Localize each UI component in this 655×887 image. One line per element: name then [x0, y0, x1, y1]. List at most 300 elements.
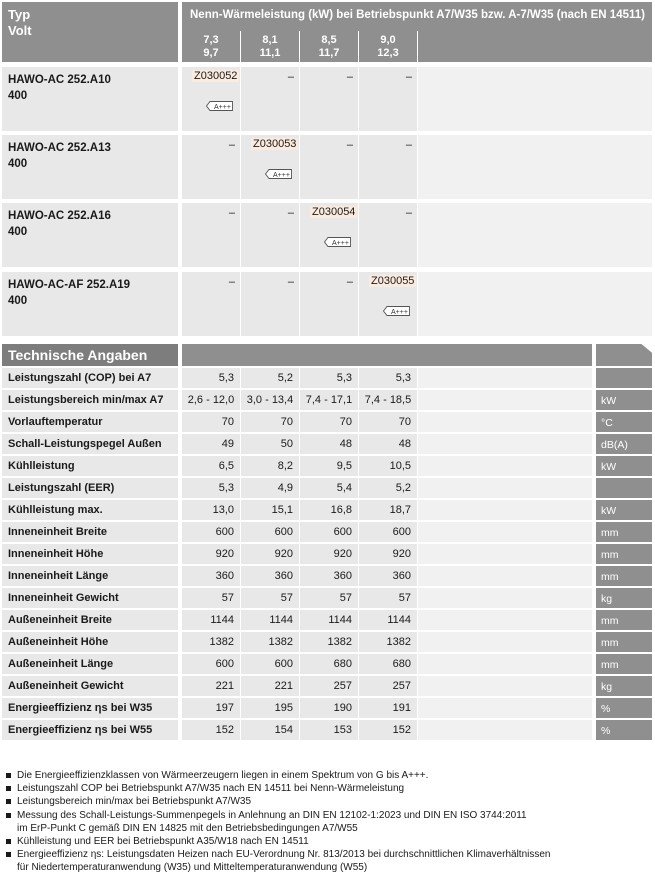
spec-label: Außeneinheit Gewicht [8, 680, 124, 692]
spec-unit-cell [596, 720, 652, 740]
spec-value: 920 [215, 548, 234, 560]
spec-value-cell [300, 522, 358, 542]
model-cell [241, 135, 299, 199]
power-a7: 7,3 [203, 34, 219, 46]
spec-value-cell [182, 632, 240, 652]
spec-unit: kg [601, 593, 613, 605]
model-row-fill [418, 135, 652, 199]
spec-row-fill [418, 412, 592, 432]
model-name: HAWO-AC 252.A10 [8, 74, 111, 86]
power-a7: 9,0 [380, 34, 396, 46]
footnote-continuation: für Niedertemperaturanwendung (W35) und Mitteltemperaturanwendung (W55) [17, 862, 368, 874]
spec-value: 5,3 [218, 372, 234, 384]
spec-value: 257 [333, 680, 352, 692]
spec-row-fill [418, 434, 592, 454]
dash-placeholder: – [287, 276, 294, 288]
spec-unit-cell [596, 478, 652, 498]
spec-label: Inneneinheit Gewicht [8, 592, 119, 604]
model-row-fill [418, 272, 652, 336]
spec-value-cell [241, 720, 299, 740]
spec-unit-cell [596, 654, 652, 674]
spec-value: 70 [221, 416, 234, 428]
dash-placeholder: – [405, 139, 412, 151]
spec-unit-cell [596, 676, 652, 696]
spec-value: 50 [280, 438, 293, 450]
spec-label-cell [2, 720, 178, 740]
spec-label: Energieeffizienz ηs bei W35 [8, 702, 153, 714]
dash-placeholder: – [346, 139, 353, 151]
spec-unit: mm [601, 637, 619, 649]
power-am7: 9,7 [203, 47, 219, 59]
tech-header-fill [182, 344, 592, 366]
spec-value-cell [241, 522, 299, 542]
spec-value-cell [182, 412, 240, 432]
model-cell [182, 272, 240, 336]
spec-row-fill [418, 368, 592, 388]
spec-value: 57 [280, 592, 293, 604]
spec-value: 600 [274, 658, 293, 670]
spec-value-cell [359, 544, 417, 564]
energy-label-badge [324, 234, 351, 247]
spec-unit-cell [596, 588, 652, 608]
spec-value: 1382 [327, 636, 352, 648]
spec-value: 3,0 - 13,4 [246, 394, 294, 406]
spec-value: 680 [392, 658, 411, 670]
spec-value-cell [241, 610, 299, 630]
spec-row-fill [418, 544, 592, 564]
spec-value: 360 [333, 570, 352, 582]
dash-placeholder: – [346, 71, 353, 83]
spec-label-cell [2, 500, 178, 520]
model-name: HAWO-AC-AF 252.A19 [8, 279, 131, 291]
spec-label-cell [2, 522, 178, 542]
spec-value: 197 [215, 702, 234, 714]
spec-unit-cell [596, 500, 652, 520]
spec-value-cell [359, 676, 417, 696]
model-cell [241, 272, 299, 336]
spec-row-fill [418, 390, 592, 410]
spec-row-fill [418, 610, 592, 630]
spec-value: 1382 [209, 636, 234, 648]
spec-unit: mm [601, 549, 619, 561]
spec-unit-cell [596, 456, 652, 476]
spec-row-fill [418, 500, 592, 520]
power-am7: 11,1 [259, 47, 281, 59]
spec-label: Energieeffizienz ηs bei W55 [8, 724, 153, 736]
spec-value: 190 [333, 702, 352, 714]
spec-label: Außeneinheit Höhe [8, 636, 109, 648]
spec-value-cell [300, 500, 358, 520]
spec-value-cell [241, 544, 299, 564]
spec-value: 1382 [386, 636, 411, 648]
spec-row-fill [418, 522, 592, 542]
spec-value-cell [182, 522, 240, 542]
spec-value: 920 [333, 548, 352, 560]
power-am7: 12,3 [377, 47, 399, 59]
dash-placeholder: – [287, 71, 294, 83]
spec-unit: % [601, 703, 611, 715]
spec-value: 4,9 [277, 482, 293, 494]
article-number: Z030055 [371, 275, 415, 287]
spec-label-cell [2, 676, 178, 696]
footnote: Messung des Schall-Leistungs-Summenpegels in Anlehnung an DIN EN 12102-1:2023 und DIN EN ISO 3744:2011 [6, 809, 651, 822]
spec-value: 57 [398, 592, 411, 604]
article-number: Z030052 [194, 70, 238, 82]
spec-row-fill [418, 478, 592, 498]
spec-unit: dB(A) [601, 439, 628, 451]
spec-value-cell [241, 566, 299, 586]
model-cell [300, 135, 358, 199]
spec-unit-cell [596, 390, 652, 410]
spec-label-cell [2, 544, 178, 564]
spec-value-cell [359, 390, 417, 410]
footnote: Leistungsbereich min/max bei Betriebspunkt A7/W35 [6, 795, 651, 808]
model-name-cell [2, 272, 178, 336]
spec-value-cell [359, 610, 417, 630]
spec-value: 48 [398, 438, 411, 450]
spec-value: 57 [339, 592, 352, 604]
power-a7: 8,1 [262, 34, 278, 46]
header-nenn-title: Nenn-Wärmeleistung (kW) bei Betriebspunkt A7/W35 bzw. A-7/W35 (nach EN 14511) [190, 9, 645, 21]
spec-value: 5,3 [218, 482, 234, 494]
model-cell [241, 203, 299, 267]
spec-unit-cell [596, 434, 652, 454]
spec-value: 221 [274, 680, 293, 692]
model-volt: 400 [8, 226, 28, 238]
power-column-4 [359, 31, 417, 62]
model-cell [300, 203, 358, 267]
spec-value: 1144 [387, 614, 411, 626]
tech-title: Technische Angaben [8, 347, 148, 363]
power-column-1 [182, 31, 240, 62]
spec-value-cell [241, 434, 299, 454]
spec-value: 600 [392, 526, 411, 538]
spec-value: 5,2 [277, 372, 293, 384]
model-name: HAWO-AC 252.A13 [8, 142, 111, 154]
spec-value: 7,4 - 17,1 [305, 394, 353, 406]
spec-value: 15,1 [271, 504, 293, 516]
spec-value-cell [241, 412, 299, 432]
model-row-fill [418, 67, 652, 131]
spec-value-cell [300, 698, 358, 718]
spec-unit: kg [601, 681, 613, 693]
spec-value-cell [300, 456, 358, 476]
spec-value-cell [241, 390, 299, 410]
spec-label: Außeneinheit Länge [8, 658, 114, 670]
spec-unit: mm [601, 571, 619, 583]
spec-unit: % [601, 725, 611, 737]
spec-value-cell [182, 698, 240, 718]
spec-value: 191 [392, 702, 411, 714]
spec-label-cell [2, 698, 178, 718]
spec-value-cell [300, 544, 358, 564]
spec-label: Inneneinheit Länge [8, 570, 109, 582]
energy-label-text: A+++ [332, 240, 349, 247]
spec-value: 49 [221, 438, 234, 450]
spec-value-cell [241, 654, 299, 674]
spec-value: 1144 [210, 614, 234, 626]
spec-value-cell [300, 478, 358, 498]
model-cell [359, 272, 417, 336]
spec-value: 5,2 [395, 482, 411, 494]
spec-value-cell [359, 456, 417, 476]
spec-row-fill [418, 698, 592, 718]
spec-value-cell [182, 368, 240, 388]
energy-label-text: A+++ [391, 309, 408, 316]
spec-value-cell [241, 588, 299, 608]
spec-unit-cell [596, 544, 652, 564]
spec-value-cell [182, 390, 240, 410]
spec-value: 48 [339, 438, 352, 450]
spec-label: Leistungsbereich min/max A7 [8, 394, 164, 406]
spec-value: 2,6 - 12,0 [187, 394, 235, 406]
model-volt: 400 [8, 90, 28, 102]
spec-value: 13,0 [212, 504, 234, 516]
spec-unit-cell [596, 698, 652, 718]
model-cell [241, 67, 299, 131]
spec-value-cell [300, 434, 358, 454]
footnote: Energieeffizienz ηs: Leistungsdaten Heizen nach EU-Verordnung Nr. 813/2013 bei durchschnittlichen Klimaverhältnissen [6, 848, 651, 861]
spec-value: 9,5 [336, 460, 352, 472]
spec-value-cell [359, 500, 417, 520]
article-number: Z030054 [312, 206, 356, 218]
spec-value-cell [359, 478, 417, 498]
spec-value: 152 [215, 724, 234, 736]
spec-value: 152 [392, 724, 411, 736]
spec-label-cell [2, 588, 178, 608]
spec-label: Schall-Leistungspegel Außen [8, 438, 162, 450]
spec-value: 70 [339, 416, 352, 428]
header-fill [418, 31, 652, 62]
spec-label: Leistungszahl (COP) bei A7 [8, 372, 152, 384]
power-column-2 [241, 31, 299, 62]
spec-value: 16,8 [330, 504, 352, 516]
spec-value-cell [359, 434, 417, 454]
spec-value-cell [300, 610, 358, 630]
spec-value-cell [359, 698, 417, 718]
header-typ: Typ [8, 7, 31, 22]
spec-value-cell [182, 566, 240, 586]
spec-value: 257 [392, 680, 411, 692]
energy-label-badge [265, 166, 292, 179]
energy-label-text: A+++ [273, 172, 290, 179]
spec-value-cell [182, 610, 240, 630]
spec-value: 153 [333, 724, 352, 736]
spec-value: 600 [274, 526, 293, 538]
model-cell [182, 67, 240, 131]
spec-unit: mm [601, 659, 619, 671]
spec-value: 600 [333, 526, 352, 538]
spec-value: 70 [280, 416, 293, 428]
spec-row-fill [418, 588, 592, 608]
spec-value: 5,3 [395, 372, 411, 384]
spec-label-cell [2, 654, 178, 674]
model-name-cell [2, 135, 178, 199]
footnotes [6, 769, 651, 875]
spec-label-cell [2, 390, 178, 410]
spec-value-cell [182, 478, 240, 498]
spec-value: 6,5 [218, 460, 234, 472]
dash-placeholder: – [228, 139, 235, 151]
spec-unit: kW [601, 461, 617, 473]
spec-unit-cell [596, 566, 652, 586]
spec-row-fill [418, 676, 592, 696]
spec-row-fill [418, 566, 592, 586]
spec-value-cell [241, 676, 299, 696]
model-cell [182, 135, 240, 199]
spec-label: Vorlauftemperatur [8, 416, 103, 428]
energy-label-text: A+++ [214, 104, 231, 111]
spec-value-cell [241, 478, 299, 498]
spec-label-cell [2, 610, 178, 630]
spec-value: 10,5 [389, 460, 411, 472]
spec-unit: mm [601, 527, 619, 539]
spec-value: 360 [274, 570, 293, 582]
spec-value: 360 [215, 570, 234, 582]
model-cell [300, 272, 358, 336]
spec-value: 600 [215, 658, 234, 670]
footnote: Kühlleistung und EER bei Betriebspunkt A35/W18 nach EN 14511 [6, 835, 651, 848]
spec-value-cell [359, 566, 417, 586]
spec-value: 920 [274, 548, 293, 560]
spec-value-cell [300, 632, 358, 652]
spec-value-cell [359, 654, 417, 674]
spec-value-cell [182, 676, 240, 696]
spec-label-cell [2, 368, 178, 388]
tech-section-header [2, 344, 178, 366]
spec-value: 5,4 [336, 482, 352, 494]
spec-value: 195 [274, 702, 293, 714]
header-nenn-cell [182, 2, 652, 31]
spec-value-cell [300, 654, 358, 674]
spec-value-cell [359, 588, 417, 608]
spec-value: 18,7 [389, 504, 411, 516]
spec-value: 5,3 [336, 372, 352, 384]
spec-value-cell [182, 588, 240, 608]
power-a7: 8,5 [321, 34, 337, 46]
model-name-cell [2, 67, 178, 131]
spec-unit-cell [596, 368, 652, 388]
spec-value: 221 [215, 680, 234, 692]
spec-value-cell [300, 588, 358, 608]
spec-value: 1144 [269, 614, 293, 626]
spec-value: 7,4 - 18,5 [364, 394, 412, 406]
spec-value-cell [241, 632, 299, 652]
footnote: Die Energieeffizienzklassen von Wärmeerzeugern liegen in einem Spektrum von G bis A+++. [6, 769, 651, 782]
spec-label: Inneneinheit Breite [8, 526, 108, 538]
footnote-continuation: im ErP-Punkt C gemäß DIN EN 14825 mit den Betriebsbedingungen A7/W55 [17, 822, 358, 834]
header-volt: Volt [8, 23, 32, 38]
spec-value-cell [300, 390, 358, 410]
spec-unit: kW [601, 395, 617, 407]
tech-header-unit-tab [596, 344, 652, 366]
spec-label-cell [2, 566, 178, 586]
spec-label-cell [2, 434, 178, 454]
dash-placeholder: – [287, 207, 294, 219]
spec-label-cell [2, 478, 178, 498]
model-cell [182, 203, 240, 267]
energy-label-badge [383, 303, 410, 316]
spec-value-cell [182, 720, 240, 740]
spec-value-cell [182, 434, 240, 454]
header-typ-cell [2, 2, 178, 62]
model-name: HAWO-AC 252.A16 [8, 210, 111, 222]
spec-value-cell [241, 456, 299, 476]
spec-value-cell [300, 720, 358, 740]
model-name-cell [2, 203, 178, 267]
spec-label-cell [2, 632, 178, 652]
spec-unit-cell [596, 632, 652, 652]
spec-label: Kühlleistung max. [8, 504, 103, 516]
article-number: Z030053 [253, 138, 297, 150]
spec-unit: kW [601, 505, 617, 517]
power-column-3 [300, 31, 358, 62]
model-volt: 400 [8, 295, 28, 307]
spec-value: 600 [215, 526, 234, 538]
dash-placeholder: – [228, 276, 235, 288]
spec-value-cell [300, 368, 358, 388]
spec-unit: °C [601, 417, 613, 429]
model-cell [359, 203, 417, 267]
spec-value: 70 [398, 416, 411, 428]
spec-value-cell [300, 676, 358, 696]
spec-value-cell [359, 632, 417, 652]
spec-row-fill [418, 720, 592, 740]
model-cell [359, 67, 417, 131]
spec-value: 920 [392, 548, 411, 560]
dash-placeholder: – [405, 207, 412, 219]
model-cell [300, 67, 358, 131]
spec-value-cell [300, 412, 358, 432]
spec-value-cell [182, 654, 240, 674]
spec-value: 57 [221, 592, 234, 604]
spec-row-fill [418, 456, 592, 476]
spec-label-cell [2, 456, 178, 476]
energy-label-badge [206, 98, 233, 111]
dash-placeholder: – [346, 276, 353, 288]
model-volt: 400 [8, 158, 28, 170]
dash-placeholder: – [228, 207, 235, 219]
spec-value-cell [241, 368, 299, 388]
spec-value: 680 [333, 658, 352, 670]
spec-value: 360 [392, 570, 411, 582]
spec-row-fill [418, 632, 592, 652]
spec-value: 8,2 [277, 460, 293, 472]
spec-value-cell [182, 544, 240, 564]
dash-placeholder: – [405, 71, 412, 83]
spec-row-fill [418, 654, 592, 674]
spec-unit: mm [601, 615, 619, 627]
spec-value-cell [359, 412, 417, 432]
spec-label: Leistungszahl (EER) [8, 482, 115, 494]
model-row-fill [418, 203, 652, 267]
spec-value-cell [241, 698, 299, 718]
spec-unit-cell [596, 522, 652, 542]
spec-value-cell [359, 720, 417, 740]
spec-value-cell [359, 368, 417, 388]
spec-label: Inneneinheit Höhe [8, 548, 104, 560]
spec-value-cell [241, 500, 299, 520]
spec-unit-cell [596, 610, 652, 630]
spec-value: 1144 [328, 614, 352, 626]
model-cell [359, 135, 417, 199]
spec-value-cell [182, 500, 240, 520]
spec-label-cell [2, 412, 178, 432]
spec-value: 1382 [268, 636, 293, 648]
spec-value-cell [300, 566, 358, 586]
spec-unit-cell [596, 412, 652, 432]
power-am7: 11,7 [318, 47, 340, 59]
